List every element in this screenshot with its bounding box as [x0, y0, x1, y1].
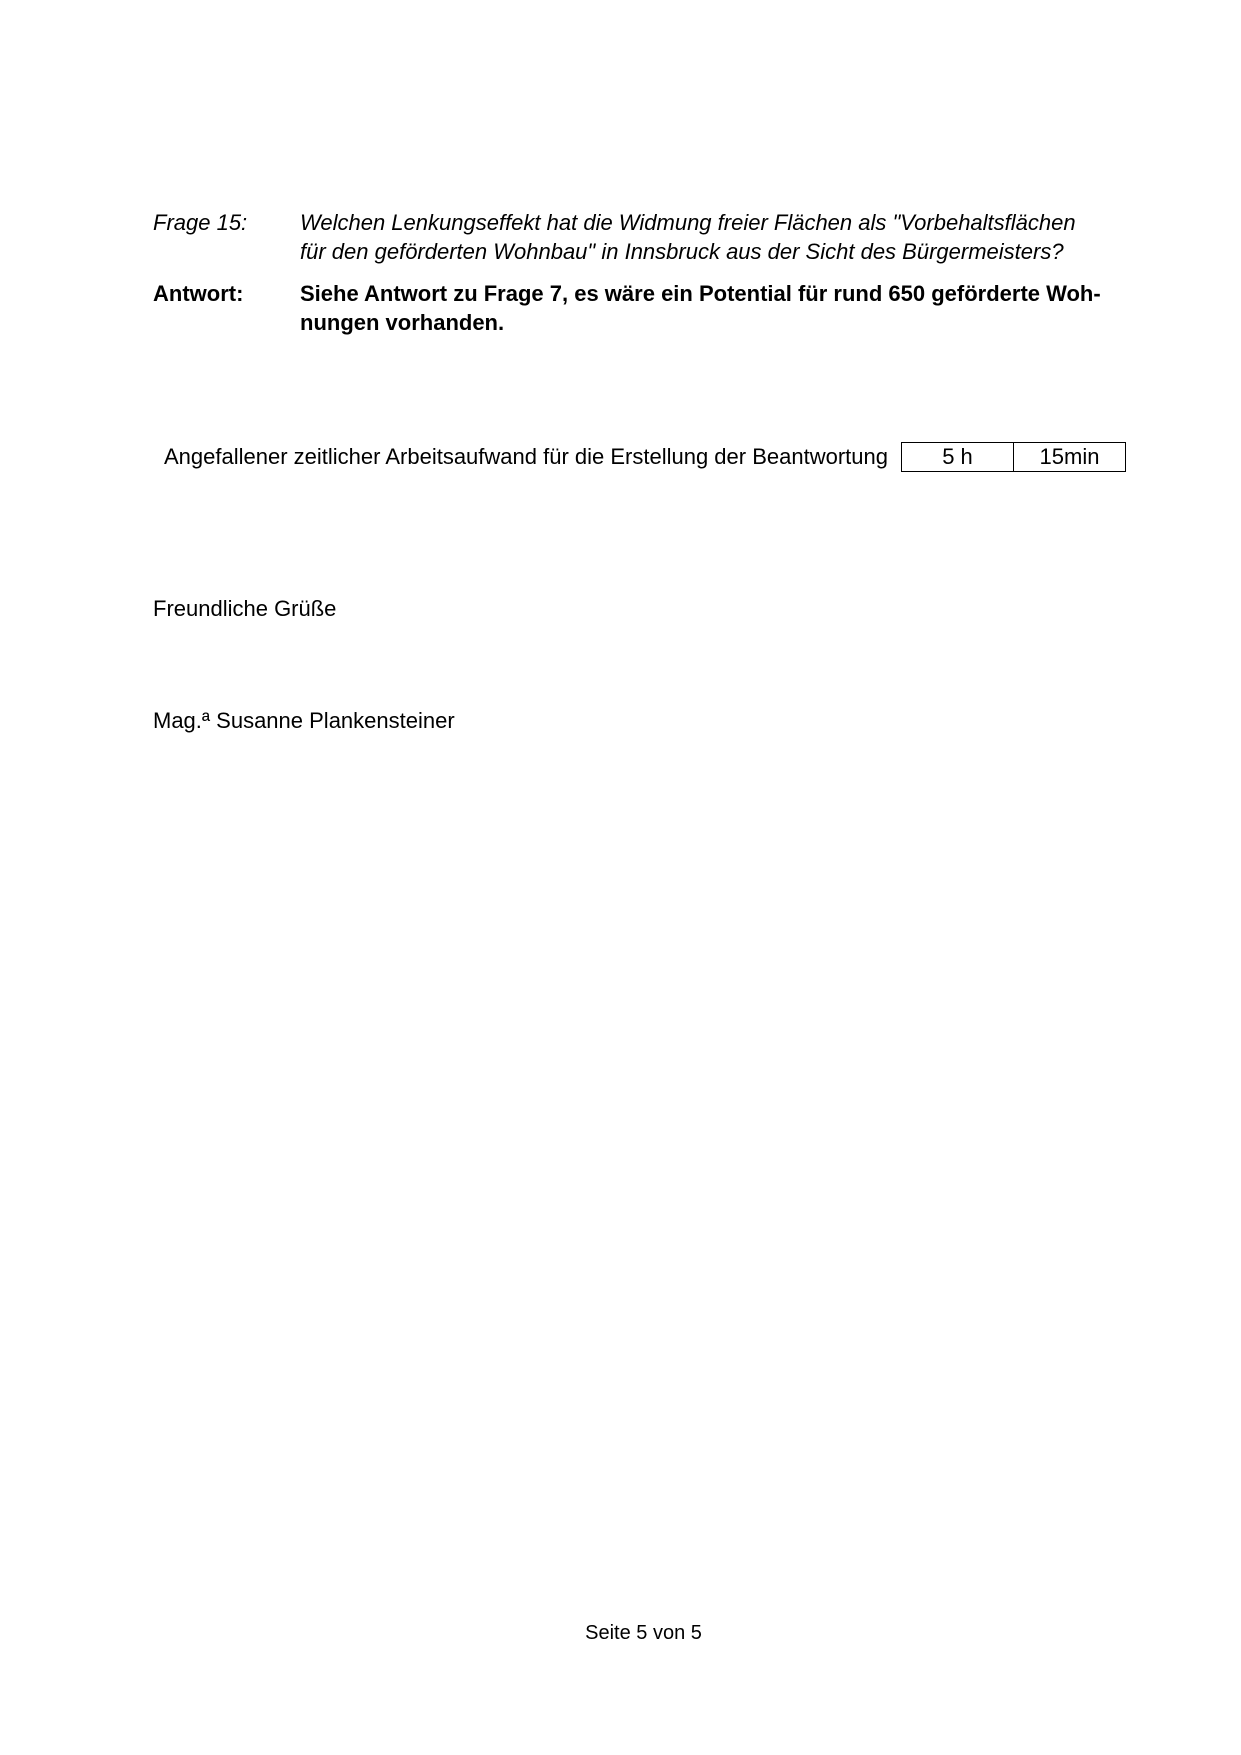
effort-label: Angefallener zeitlicher Arbeitsaufwand für die Erstellung der Beantwortung: [164, 444, 888, 469]
effort-minutes-cell: 15min: [1013, 443, 1125, 471]
page-number: Seite 5 von 5: [585, 1622, 702, 1644]
effort-table: [901, 442, 1126, 472]
effort-hours-cell: 5 h: [942, 444, 973, 469]
answer-label: Antwort:: [153, 281, 244, 306]
signature-name: Mag.ª Susanne Plankensteiner: [153, 708, 455, 733]
question-label: Frage 15:: [153, 210, 248, 235]
effort-row: [164, 442, 1126, 472]
question-text: [300, 208, 1143, 266]
answer-block: [153, 279, 1143, 337]
question-line: für den geförderten Wohnbau" in Innsbruck aus der Sicht des Bürgermeisters?: [300, 239, 1064, 264]
question-line: Welchen Lenkungseffekt hat die Widmung freier Flächen als "Vorbehaltsflächen: [300, 210, 1076, 235]
answer-line: Siehe Antwort zu Frage 7, es wäre ein Potential für rund 650 geförderte Woh-: [300, 281, 1101, 306]
closing-greeting: Freundliche Grüße: [153, 596, 337, 621]
question-block: [153, 208, 1143, 266]
answer-line: nungen vorhanden.: [300, 310, 505, 335]
answer-text: [300, 279, 1143, 337]
